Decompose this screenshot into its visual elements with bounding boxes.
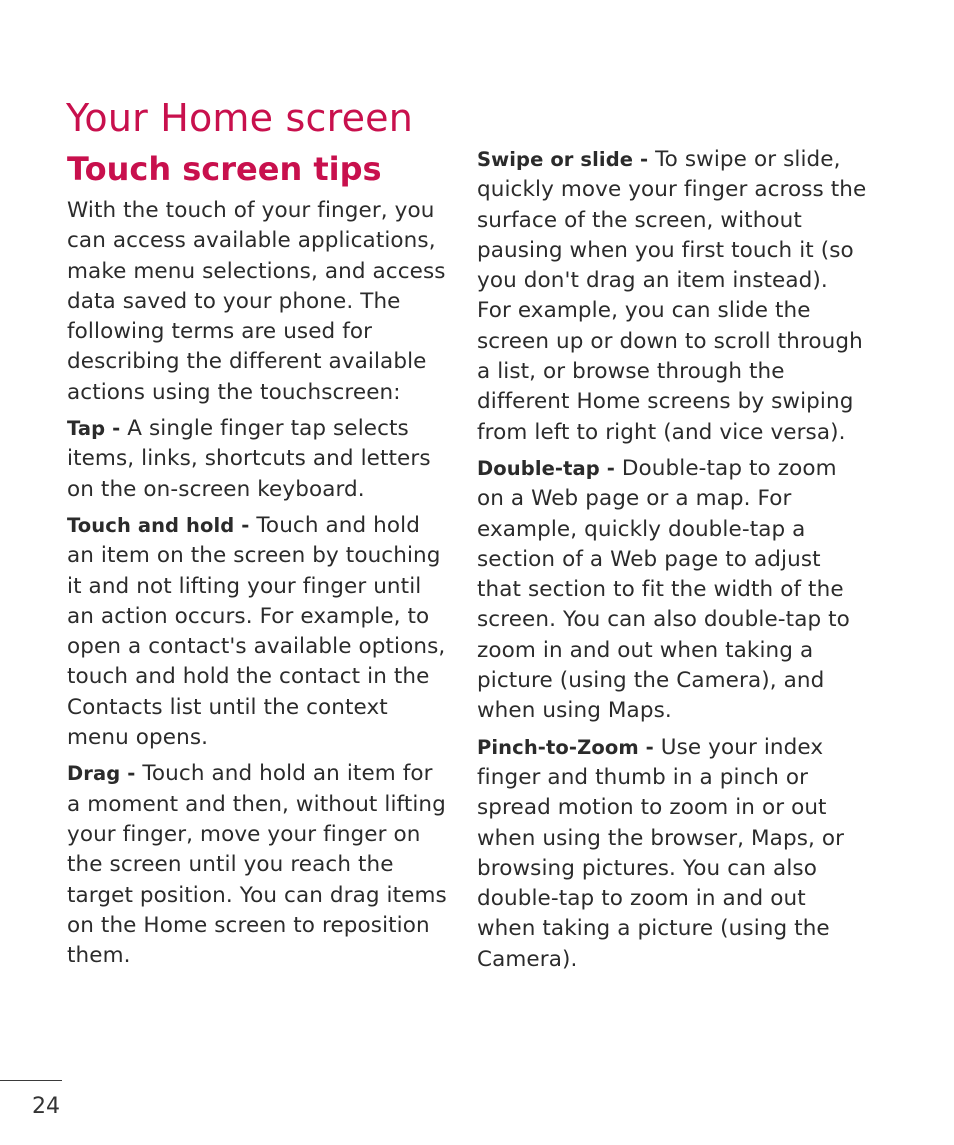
footer-divider [0, 1080, 62, 1081]
term-label: Swipe or slide - [477, 148, 649, 171]
term-swipe-or-slide [477, 145, 867, 448]
page-number: 24 [32, 1094, 60, 1119]
term-touch-and-hold [67, 511, 449, 753]
term-description: A single finger tap selects items, links, shortcuts and letters on the on-screen keyboard. [67, 416, 431, 502]
left-column [67, 148, 449, 977]
page-title: Your Home screen [66, 96, 414, 141]
term-double-tap [477, 454, 867, 727]
section-heading: Touch screen tips [67, 150, 382, 188]
term-description: Double-tap to zoom on a Web page or a map. For example, quickly double-tap a section of a Web page to adjust that section to fit the width of the screen. You can also double-tap to zoom in and out when taking a picture (using the Camera), and when using Maps. [477, 455, 850, 724]
term-description: Touch and hold an item on the screen by touching it and not lifting your finger until an action occurs. For example, to open a contact's available options, touch and hold the contact in the Contacts list until the context menu opens. [67, 512, 446, 751]
term-label: Pinch-to-Zoom - [477, 735, 654, 759]
term-description: Touch and hold an item for a moment and then, without lifting your finger, move your finger on the screen until you reach the target position. You can drag items on the Home screen to reposition them. [67, 761, 447, 969]
term-drag [67, 759, 449, 971]
intro-paragraph: With the touch of your finger, you can access available applications, make menu selections, and access data saved to your phone. The following terms are used for describing the different available actions using the touchscreen: [67, 198, 446, 405]
term-label: Double-tap - [477, 456, 615, 480]
term-description: To swipe or slide, quickly move your finger across the surface of the screen, without pausing when you first touch it (so you don't drag an item instead). For example, you can slide the screen up or down to scroll through a list, or browse through the different Home screens by swiping from left to right (and vice versa). [477, 147, 867, 445]
term-label: Touch and hold - [67, 513, 250, 537]
right-column [477, 145, 867, 981]
term-description: Use your index finger and thumb in a pinch or spread motion to zoom in or out when using the browser, Maps, or browsing pictures. You can also double-tap to zoom in and out when taking a picture (using the Camera). [477, 734, 845, 972]
term-label: Drag - [67, 762, 136, 786]
term-tap [67, 414, 449, 505]
term-pinch-to-zoom [477, 733, 867, 975]
term-label: Tap - [67, 417, 121, 441]
